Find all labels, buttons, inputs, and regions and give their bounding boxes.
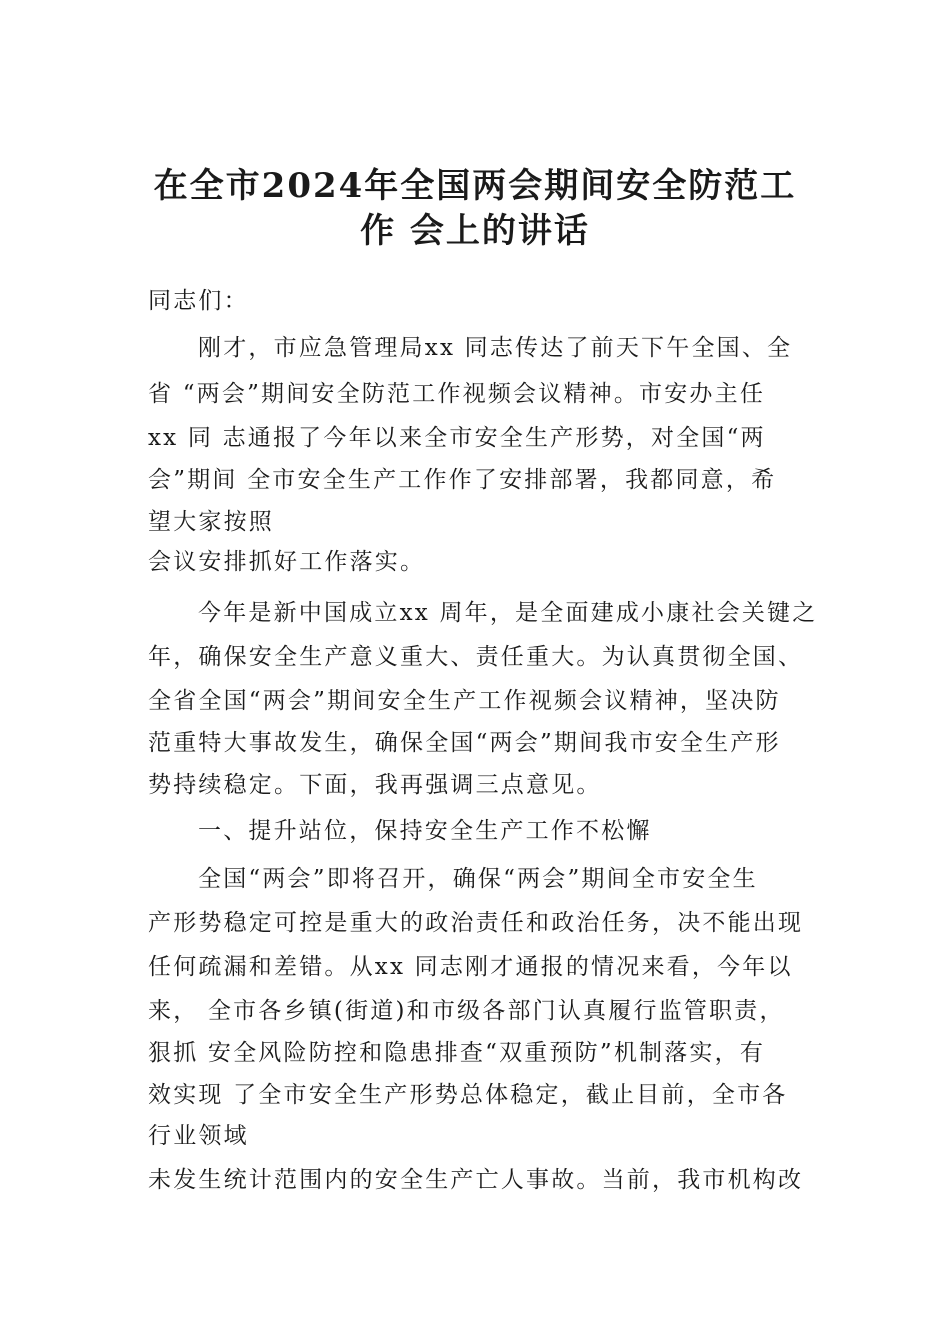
body-line: 望大家按照 xyxy=(148,509,274,535)
body-line: 未发生统计范围内的安全生产亡人事故。当前，我市机构改 xyxy=(148,1167,804,1193)
body-line: 范重特大事故发生，确保全国“两会”期间我市安全生产形 xyxy=(148,730,781,756)
body-line: 刚才，市应急管理局xx 同志传达了前天下午全国、全 xyxy=(198,335,793,361)
body-line: 来， 全市各乡镇(街道)和市级各部门认真履行监管职责， xyxy=(148,998,785,1024)
body-line: 全国“两会”即将召开，确保“两会”期间全市安全生 xyxy=(198,866,758,892)
body-line: 全省全国“两会”期间安全生产工作视频会议精神，坚决防 xyxy=(148,688,781,714)
body-line: 省 “两会”期间安全防范工作视频会议精神。市安办主任 xyxy=(148,381,766,407)
document-title-line-1: 在全市2024年全国两会期间安全防范工 xyxy=(153,166,797,206)
body-line: 今年是新中国成立xx 周年，是全面建成小康社会关键之 xyxy=(198,600,818,626)
body-line: 任何疏漏和差错。从xx 同志刚才通报的情况来看，今年以 xyxy=(148,954,793,980)
body-line: 产形势稳定可控是重大的政治责任和政治任务，决不能出现 xyxy=(148,910,804,936)
body-line: 行业领域 xyxy=(148,1123,249,1149)
document-title-line-2: 作 会上的讲话 xyxy=(360,211,590,251)
body-line: 一、提升站位，保持安全生产工作不松懈 xyxy=(198,818,652,844)
body-line: 年，确保安全生产意义重大、责任重大。为认真贯彻全国、 xyxy=(148,644,804,670)
body-line: 势持续稳定。下面，我再强调三点意见。 xyxy=(148,772,602,798)
greeting: 同志们： xyxy=(148,288,249,314)
body-line: 会”期间 全市安全生产工作作了安排部署，我都同意，希 xyxy=(148,467,777,493)
body-line: xx 同 志通报了今年以来全市安全生产形势，对全国“两 xyxy=(148,425,766,451)
body-line: 效实现 了全市安全生产形势总体稳定，截止目前，全市各 xyxy=(148,1082,788,1108)
body-line: 狠抓 安全风险防控和隐患排查“双重预防”机制落实，有 xyxy=(148,1040,766,1066)
body-line: 会议安排抓好工作落实。 xyxy=(148,549,426,575)
